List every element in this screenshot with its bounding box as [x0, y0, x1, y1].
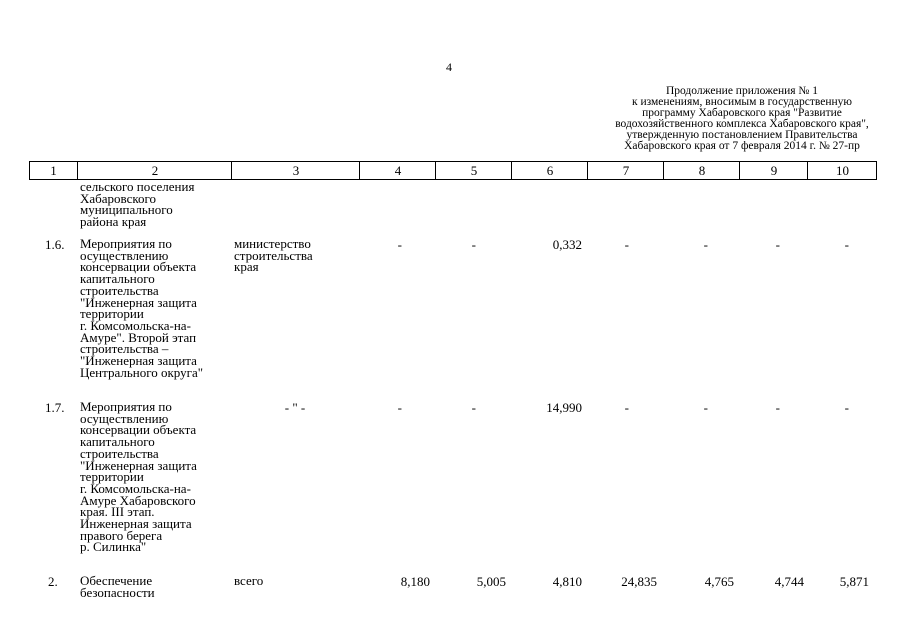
- value-cell: 8,180: [400, 574, 430, 589]
- value-cell: -: [703, 237, 708, 252]
- row-name-line: Мероприятия по: [80, 399, 172, 414]
- value-cell: 0,332: [552, 237, 582, 252]
- column-header: 5: [435, 162, 512, 179]
- row-responsible: - " -: [284, 400, 306, 415]
- appendix-line: водохозяйственного комплекса Хабаровского края",: [615, 118, 869, 130]
- row-number: 1.7.: [45, 400, 65, 415]
- value-cell: -: [703, 400, 708, 415]
- column-header: 2: [77, 162, 232, 179]
- value-cell: 4,744: [774, 574, 804, 589]
- value-cell: -: [624, 237, 629, 252]
- value-cell: 5,871: [839, 574, 869, 589]
- row-number: 1.6.: [45, 237, 65, 252]
- appendix-line: программу Хабаровского края "Развитие: [642, 107, 842, 119]
- row-name-line: р. Силинка": [80, 539, 147, 555]
- row-name-line: территории: [80, 469, 144, 485]
- value-cell: -: [397, 400, 402, 415]
- value-cell: 24,835: [621, 574, 657, 589]
- value-cell: -: [397, 237, 402, 252]
- row-number: 2.: [48, 574, 58, 589]
- page-number: 4: [446, 60, 452, 74]
- row-name-line: "Инженерная защита: [80, 457, 197, 473]
- row-name-line: Обеспечение: [80, 573, 153, 588]
- row-name-line: капитального: [80, 434, 155, 450]
- value-cell: -: [471, 400, 476, 415]
- row-name-line: строительства –: [80, 341, 169, 357]
- value-cell: -: [775, 400, 780, 415]
- row-name-line: безопасности: [80, 584, 155, 600]
- value-cell: 4,810: [552, 574, 582, 589]
- row-responsible: [234, 575, 263, 587]
- row-name-line: строительства: [80, 445, 159, 461]
- row-name-line: строительства: [80, 282, 159, 298]
- row-name-line: г. Комсомольска-на-: [80, 317, 191, 333]
- column-header: 7: [587, 162, 664, 179]
- table-header-row: [29, 161, 877, 180]
- row-name-line: Центрального округа": [80, 364, 204, 380]
- row-name-line: муниципального: [80, 202, 173, 218]
- value-cell: -: [844, 400, 849, 415]
- column-header: 8: [663, 162, 740, 179]
- row-name-line: г. Комсомольска-на-: [80, 480, 191, 496]
- row-name-line: "Инженерная защита: [80, 294, 197, 310]
- responsible-line: строительства: [234, 247, 313, 263]
- responsible-line: края: [234, 259, 259, 275]
- column-header: 3: [231, 162, 360, 179]
- appendix-line: к изменениям, вносимым в государственную: [632, 96, 852, 108]
- responsible-line: министерство: [234, 236, 311, 251]
- value-cell: -: [844, 237, 849, 252]
- row-name: [80, 401, 197, 553]
- row-name: [80, 238, 203, 378]
- value-cell: 5,005: [476, 574, 506, 589]
- row-name-line: района края: [80, 214, 147, 230]
- responsible-line: всего: [234, 573, 264, 588]
- row-name-line: осуществлению: [80, 410, 169, 426]
- row-name: [80, 181, 194, 228]
- row-name-line: Инженерная защита: [80, 516, 192, 532]
- row-name-line: Мероприятия по: [80, 236, 172, 251]
- row-name-line: осуществлению: [80, 247, 169, 263]
- value-cell: -: [624, 400, 629, 415]
- value-cell: -: [775, 237, 780, 252]
- value-cell: -: [471, 237, 476, 252]
- row-name-line: консервации объекта: [80, 422, 197, 438]
- column-header: 9: [739, 162, 808, 179]
- value-cell: 4,765: [704, 574, 734, 589]
- column-header: 1: [50, 163, 57, 178]
- row-name-line: "Инженерная защита: [80, 353, 197, 369]
- value-cell: 14,990: [546, 400, 582, 415]
- row-name-line: территории: [80, 306, 144, 322]
- column-header: 6: [511, 162, 588, 179]
- appendix-line: Хабаровского края от 7 февраля 2014 г. № 27-пр: [624, 140, 860, 152]
- row-name-line: Амуре Хабаровского: [80, 492, 196, 508]
- row-name-line: Хабаровского: [80, 190, 157, 206]
- row-name-line: консервации объекта: [80, 259, 197, 275]
- appendix-line: утвержденную постановлением Правительства: [626, 129, 858, 141]
- row-name-line: края. III этап.: [80, 504, 155, 520]
- row-name-line: капитального: [80, 271, 155, 287]
- column-header: 4: [359, 162, 436, 179]
- row-name-line: сельского поселения: [80, 179, 195, 194]
- row-name-line: правого берега: [80, 527, 163, 543]
- appendix-note: [560, 86, 905, 152]
- row-name-line: Амуре". Второй этап: [80, 329, 197, 345]
- row-responsible: [234, 238, 313, 273]
- row-name: [80, 575, 155, 598]
- appendix-line: Продолжение приложения № 1: [665, 85, 819, 97]
- column-header: 10: [807, 162, 877, 179]
